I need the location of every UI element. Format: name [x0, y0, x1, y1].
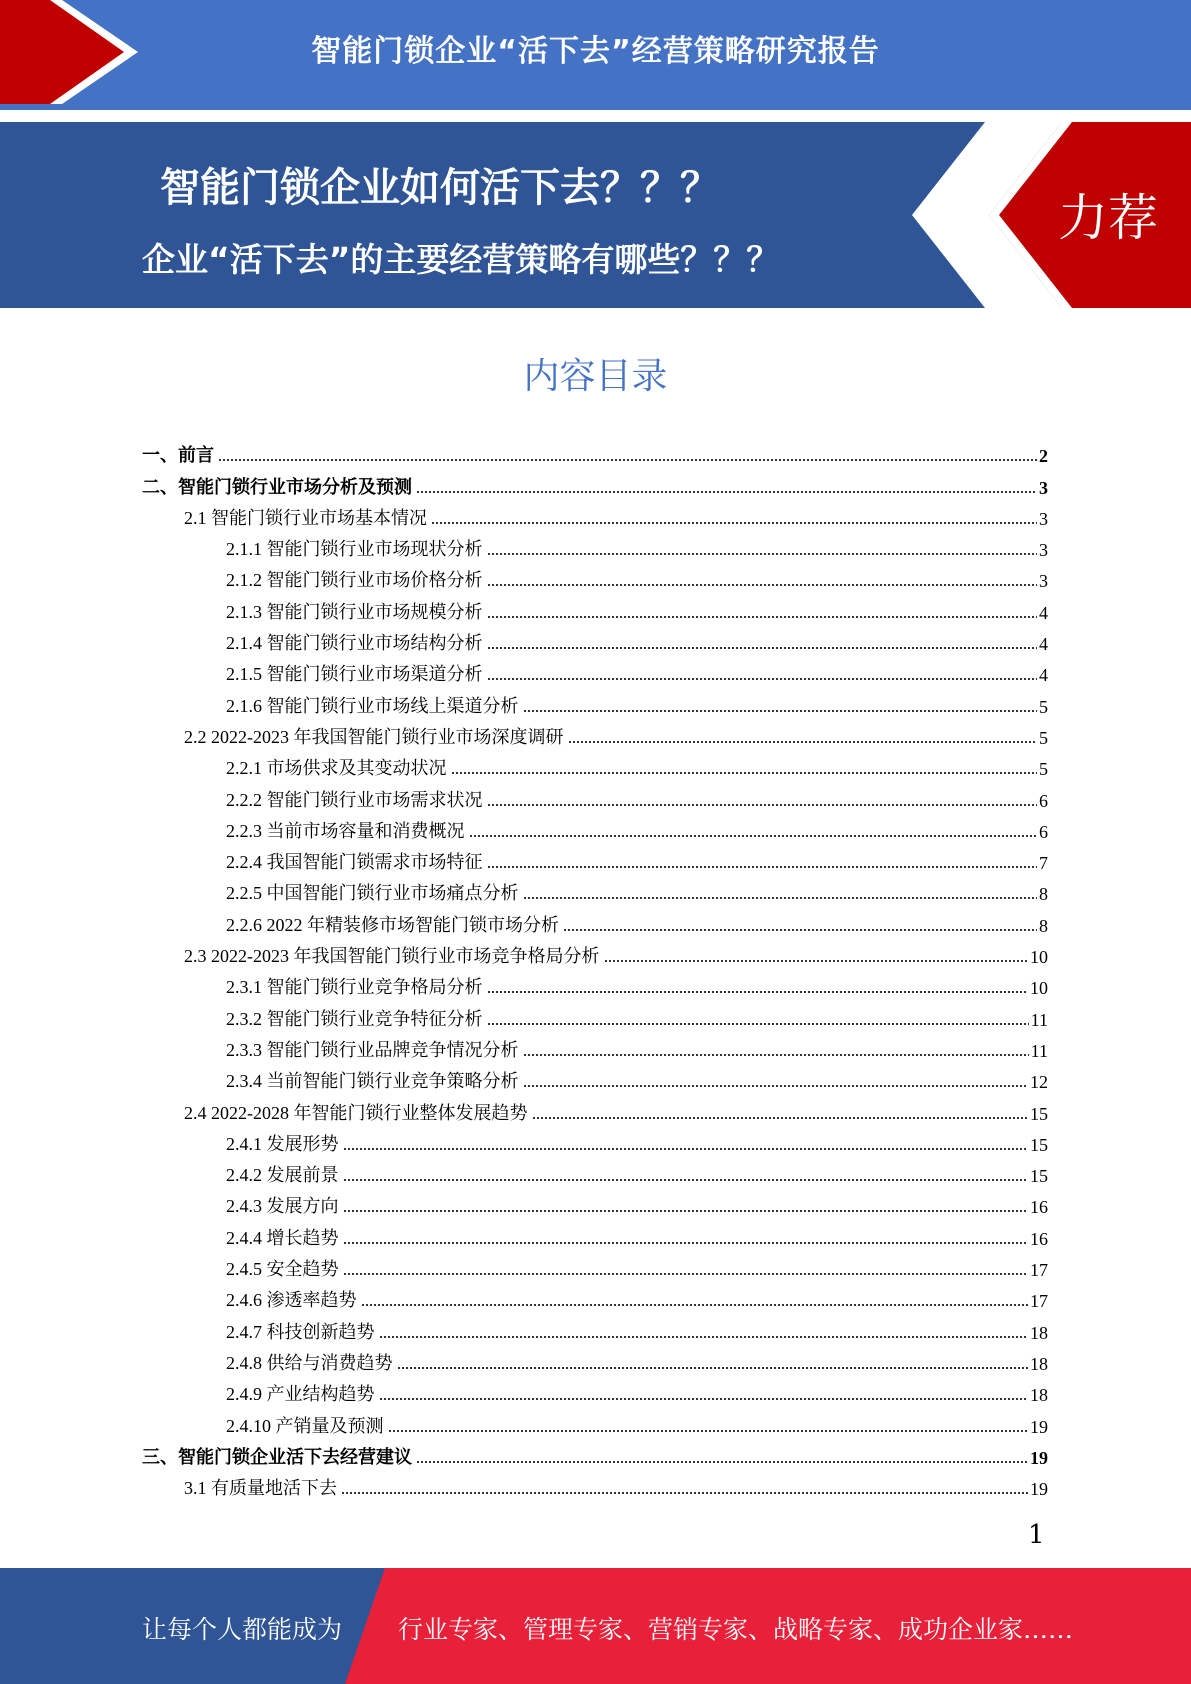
toc-entry[interactable]: [142, 1312, 1048, 1343]
hero-question-1: 智能门锁企业如何活下去？？？: [160, 165, 720, 211]
toc-entry-page: 18: [1030, 1322, 1048, 1343]
toc-entry[interactable]: [142, 718, 1048, 749]
hero-question-2: 企业“活下去”的主要经营策略有哪些？？？: [142, 240, 780, 279]
toc-entry-label: 2.2 2022-2023 年我国智能门锁行业市场深度调研: [184, 726, 564, 747]
toc-leader-dots: [487, 615, 1038, 619]
toc-entry[interactable]: [142, 999, 1048, 1030]
toc-entry[interactable]: [142, 1281, 1048, 1312]
toc-entry[interactable]: [142, 937, 1048, 968]
toc-entry-label: 2.1.4 智能门锁行业市场结构分析: [226, 633, 483, 654]
toc-entry-page: 4: [1039, 665, 1048, 686]
toc-leader-dots: [523, 1084, 1029, 1088]
toc-entry-page: 6: [1039, 821, 1048, 842]
toc-entry[interactable]: [142, 1156, 1048, 1187]
toc-entry[interactable]: [142, 655, 1048, 686]
toc-leader-dots: [487, 990, 1029, 994]
toc-leader-dots: [343, 1272, 1029, 1276]
page-number: 1: [1028, 1520, 1045, 1550]
toc-entry[interactable]: [142, 1438, 1048, 1469]
toc-entry-page: 18: [1030, 1385, 1048, 1406]
toc-entry-label: 2.1.2 智能门锁行业市场价格分析: [226, 570, 483, 591]
toc-entry-label: 2.2.5 中国智能门锁行业市场痛点分析: [226, 883, 519, 904]
toc-leader-dots: [343, 1147, 1029, 1151]
toc-entry-page: 4: [1039, 602, 1048, 623]
hero-banner: [0, 122, 1191, 308]
toc-entry-label: 2.4.10 产销量及预测: [226, 1415, 384, 1436]
toc-entry[interactable]: [142, 1344, 1048, 1375]
toc-entry[interactable]: [142, 780, 1048, 811]
toc-entry-page: 8: [1039, 915, 1048, 936]
toc-entry-label: 2.4.4 增长趋势: [226, 1227, 339, 1248]
toc-entry-label: 2.1.1 智能门锁行业市场现状分析: [226, 539, 483, 560]
toc-entry[interactable]: [142, 1125, 1048, 1156]
toc-leader-dots: [343, 1241, 1029, 1245]
toc-leader-dots: [343, 1178, 1029, 1182]
toc-entry-page: 15: [1030, 1103, 1048, 1124]
toc-leader-dots: [568, 740, 1038, 744]
toc-entry-label: 2.3 2022-2023 年我国智能门锁行业市场竞争格局分析: [184, 946, 600, 967]
toc-leader-dots: [487, 646, 1038, 650]
toc-entry[interactable]: [142, 905, 1048, 936]
toc-entry-label: 2.4.2 发展前景: [226, 1165, 339, 1186]
toc-entry-label: 2.2.1 市场供求及其变动状况: [226, 758, 447, 779]
toc-entry-page: 3: [1039, 477, 1048, 498]
toc-entry-label: 2.2.3 当前市场容量和消费概况: [226, 820, 465, 841]
toc-leader-dots: [487, 583, 1038, 587]
toc-entry-page: 11: [1030, 1009, 1048, 1030]
toc-entry[interactable]: [142, 1406, 1048, 1437]
toc-entry-label: 2.3.1 智能门锁行业竞争格局分析: [226, 977, 483, 998]
toc-entry[interactable]: [142, 1375, 1048, 1406]
toc-entry[interactable]: [142, 1469, 1048, 1500]
toc-entry[interactable]: [142, 1218, 1048, 1249]
toc-entry-label: 2.4.7 科技创新趋势: [226, 1321, 375, 1342]
toc-entry-label: 2.3.3 智能门锁行业品牌竞争情况分析: [226, 1039, 519, 1060]
toc-entry-page: 5: [1039, 759, 1048, 780]
toc-entry-page: 5: [1039, 696, 1048, 717]
toc-entry[interactable]: [142, 1093, 1048, 1124]
toc-entry-page: 17: [1030, 1291, 1048, 1312]
toc-entry-page: 18: [1030, 1353, 1048, 1374]
toc-leader-dots: [523, 709, 1038, 713]
toc-entry[interactable]: [142, 874, 1048, 905]
toc-entry-page: 5: [1039, 727, 1048, 748]
toc-entry-label: 2.3.4 当前智能门锁行业竞争策略分析: [226, 1071, 519, 1092]
toc-entry[interactable]: [142, 1031, 1048, 1062]
toc-entry[interactable]: [142, 1187, 1048, 1218]
toc-leader-dots: [532, 1116, 1029, 1120]
toc-leader-dots: [487, 677, 1038, 681]
toc-entry[interactable]: [142, 467, 1048, 498]
toc-entry[interactable]: [142, 592, 1048, 623]
toc-leader-dots: [451, 771, 1038, 775]
toc-entry-page: 19: [1030, 1479, 1048, 1500]
toc-title: 内容目录: [523, 356, 668, 397]
top-banner: [0, 0, 1191, 110]
toc-entry[interactable]: [142, 749, 1048, 780]
footer-slogan-left: 让每个人都能成为: [142, 1615, 343, 1644]
toc-entry-page: 2: [1039, 446, 1048, 467]
toc-leader-dots: [604, 959, 1029, 963]
toc-entry-page: 7: [1039, 853, 1048, 874]
table-of-contents: [142, 436, 1048, 1500]
toc-leader-dots: [379, 1335, 1029, 1339]
toc-entry-label: 2.2.2 智能门锁行业市场需求状况: [226, 789, 483, 810]
toc-entry-label: 一、前言: [142, 445, 214, 466]
toc-leader-dots: [487, 552, 1038, 556]
toc-leader-dots: [379, 1397, 1029, 1401]
toc-entry-label: 2.1.6 智能门锁行业市场线上渠道分析: [226, 695, 519, 716]
toc-entry-label: 二、智能门锁行业市场分析及预测: [142, 476, 412, 497]
toc-entry-page: 10: [1030, 978, 1048, 999]
toc-leader-dots: [388, 1429, 1029, 1433]
toc-entry-label: 2.4.5 安全趋势: [226, 1259, 339, 1280]
toc-entry-page: 6: [1039, 790, 1048, 811]
report-title: 智能门锁企业“活下去”经营策略研究报告: [311, 34, 880, 69]
toc-leader-dots: [487, 1022, 1029, 1026]
toc-entry-label: 2.1 智能门锁行业市场基本情况: [184, 507, 427, 528]
toc-entry-label: 2.4.6 渗透率趋势: [226, 1290, 357, 1311]
toc-entry-label: 2.4.3 发展方向: [226, 1196, 339, 1217]
toc-leader-dots: [563, 928, 1037, 932]
toc-entry-label: 2.2.4 我国智能门锁需求市场特征: [226, 852, 483, 873]
toc-entry-page: 19: [1030, 1416, 1048, 1437]
toc-entry[interactable]: [142, 561, 1048, 592]
toc-leader-dots: [416, 1460, 1028, 1464]
toc-entry-page: 11: [1030, 1040, 1048, 1061]
toc-leader-dots: [343, 1209, 1029, 1213]
toc-entry-page: 12: [1030, 1072, 1048, 1093]
toc-entry-page: 3: [1039, 571, 1048, 592]
toc-entry-label: 3.1 有质量地活下去: [184, 1478, 337, 1499]
toc-leader-dots: [487, 803, 1038, 807]
toc-entry-page: 16: [1030, 1228, 1048, 1249]
toc-leader-dots: [523, 896, 1038, 900]
toc-entry-page: 16: [1030, 1197, 1048, 1218]
toc-leader-dots: [487, 865, 1038, 869]
toc-entry-page: 4: [1039, 634, 1048, 655]
toc-entry-label: 2.1.3 智能门锁行业市场规模分析: [226, 601, 483, 622]
toc-leader-dots: [469, 834, 1038, 838]
toc-entry-label: 2.4.1 发展形势: [226, 1133, 339, 1154]
toc-leader-dots: [397, 1366, 1029, 1370]
toc-leader-dots: [341, 1491, 1028, 1495]
toc-entry-page: 10: [1030, 947, 1048, 968]
toc-entry[interactable]: [142, 968, 1048, 999]
toc-leader-dots: [431, 521, 1037, 525]
recommend-badge: 力荐: [1058, 189, 1158, 247]
toc-entry[interactable]: [142, 436, 1048, 467]
toc-entry-page: 17: [1030, 1260, 1048, 1281]
toc-leader-dots: [218, 458, 1037, 462]
toc-entry-page: 15: [1030, 1166, 1048, 1187]
toc-entry-label: 三、智能门锁企业活下去经营建议: [142, 1446, 412, 1467]
toc-entry-label: 2.3.2 智能门锁行业竞争特征分析: [226, 1008, 483, 1029]
toc-entry[interactable]: [142, 624, 1048, 655]
toc-entry-page: 15: [1030, 1134, 1048, 1155]
toc-entry-page: 3: [1039, 540, 1048, 561]
toc-entry[interactable]: [142, 1250, 1048, 1281]
toc-entry[interactable]: [142, 812, 1048, 843]
toc-entry-label: 2.4.8 供给与消费趋势: [226, 1352, 393, 1373]
toc-entry-page: 19: [1030, 1447, 1048, 1468]
toc-entry[interactable]: [142, 1062, 1048, 1093]
toc-leader-dots: [361, 1303, 1029, 1307]
toc-entry-label: 2.4.9 产业结构趋势: [226, 1384, 375, 1405]
toc-entry-label: 2.4 2022-2028 年智能门锁行业整体发展趋势: [184, 1102, 528, 1123]
toc-entry[interactable]: [142, 843, 1048, 874]
toc-entry-label: 2.1.5 智能门锁行业市场渠道分析: [226, 664, 483, 685]
toc-entry[interactable]: [142, 686, 1048, 717]
toc-entry[interactable]: [142, 499, 1048, 530]
toc-entry-page: 3: [1039, 508, 1048, 529]
toc-entry-label: 2.2.6 2022 年精装修市场智能门锁市场分析: [226, 914, 559, 935]
toc-leader-dots: [523, 1053, 1029, 1057]
toc-entry-page: 8: [1039, 884, 1048, 905]
footer-slogan-right: 行业专家、管理专家、营销专家、战略专家、成功企业家……: [398, 1615, 1074, 1644]
toc-entry[interactable]: [142, 530, 1048, 561]
toc-leader-dots: [416, 490, 1037, 494]
